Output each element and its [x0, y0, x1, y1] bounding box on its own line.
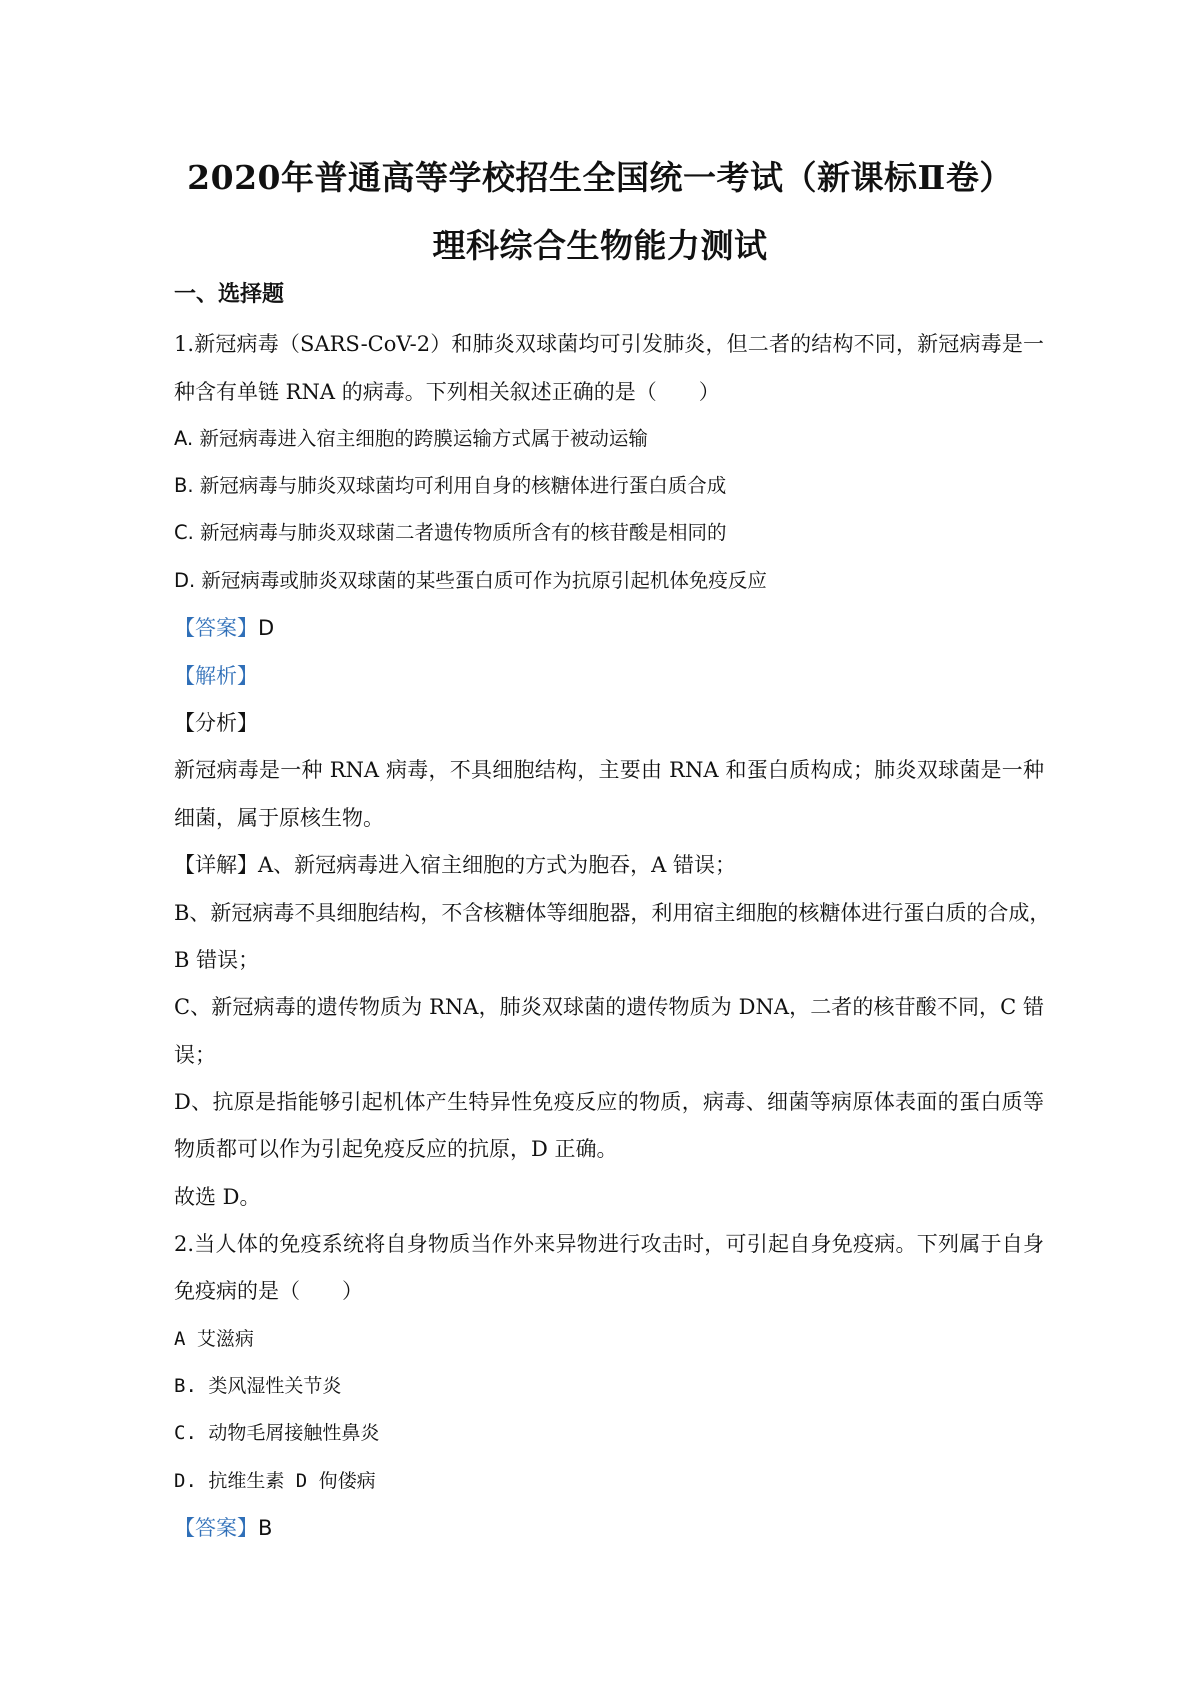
detail-line-d2: 物质都可以作为引起免疫反应的抗原，D 正确。: [174, 1137, 618, 1161]
detail-line-c2: 误；: [174, 1043, 216, 1067]
fenxi-line-1: 新冠病毒是一种 RNA 病毒，不具细胞结构，主要由 RNA 和蛋白质构成；肺炎双球菌是一种: [174, 758, 1044, 782]
analysis-label: 【解析】: [174, 664, 258, 688]
answer-label: 【答案】: [174, 616, 258, 640]
q1-option-c: C. 新冠病毒与肺炎双球菌二者遗传物质所含有的核苷酸是相同的: [174, 521, 727, 544]
q1-conclusion: 故选 D。: [174, 1185, 261, 1209]
answer-label: 【答案】: [174, 1516, 258, 1540]
q2-stem-line-1: 2.当人体的免疫系统将自身物质当作外来异物进行攻击时，可引起自身免疫病。下列属于自身: [174, 1232, 1044, 1256]
detail-line-d1: D、抗原是指能够引起机体产生特异性免疫反应的物质，病毒、细菌等病原体表面的蛋白质等: [174, 1090, 1044, 1114]
detail-line-a: 【详解】A、新冠病毒进入宿主细胞的方式为胞吞，A 错误；: [174, 853, 737, 877]
q2-option-c: C. 动物毛屑接触性鼻炎: [174, 1422, 380, 1444]
q1-option-b: B. 新冠病毒与肺炎双球菌均可利用自身的核糖体进行蛋白质合成: [174, 474, 727, 497]
page-title: 2020年普通高等学校招生全国统一考试（新课标Ⅱ卷）: [187, 158, 1013, 197]
q1-stem-line-2: 种含有单链 RNA 的病毒。下列相关叙述正确的是（ ）: [174, 380, 720, 404]
q1-answer: [174, 613, 1044, 643]
q1-option-a: A. 新冠病毒进入宿主细胞的跨膜运输方式属于被动运输: [174, 427, 648, 450]
q2-stem-line-2: 免疫病的是（ ）: [174, 1279, 363, 1303]
q1-option-d: D. 新冠病毒或肺炎双球菌的某些蛋白质可作为抗原引起机体免疫反应: [174, 569, 767, 592]
fenxi-label: 【分析】: [174, 711, 258, 735]
q2-option-a: A 艾滋病: [174, 1328, 254, 1350]
section-heading: 一、选择题: [174, 281, 285, 307]
q2-option-d: D. 抗维生素 D 佝偻病: [174, 1470, 376, 1492]
detail-line-c1: C、新冠病毒的遗传物质为 RNA，肺炎双球菌的遗传物质为 DNA，二者的核苷酸不同，C 错: [174, 995, 1044, 1019]
q1-stem-line-1: 1.新冠病毒（SARS-CoV-2）和肺炎双球菌均可引发肺炎，但二者的结构不同，新冠病毒是一: [174, 332, 1044, 356]
answer-value: B: [258, 1516, 273, 1540]
fenxi-line-2: 细菌，属于原核生物。: [174, 806, 384, 830]
answer-value: D: [258, 616, 275, 640]
detail-line-b2: B 错误；: [174, 948, 260, 972]
page-subtitle: 理科综合生物能力测试: [432, 226, 768, 265]
q2-option-b: B. 类风湿性关节炎: [174, 1375, 342, 1397]
detail-line-b1: B、新冠病毒不具细胞结构，不含核糖体等细胞器，利用宿主细胞的核糖体进行蛋白质的合成，: [174, 901, 1051, 925]
q2-answer: [174, 1513, 1044, 1543]
